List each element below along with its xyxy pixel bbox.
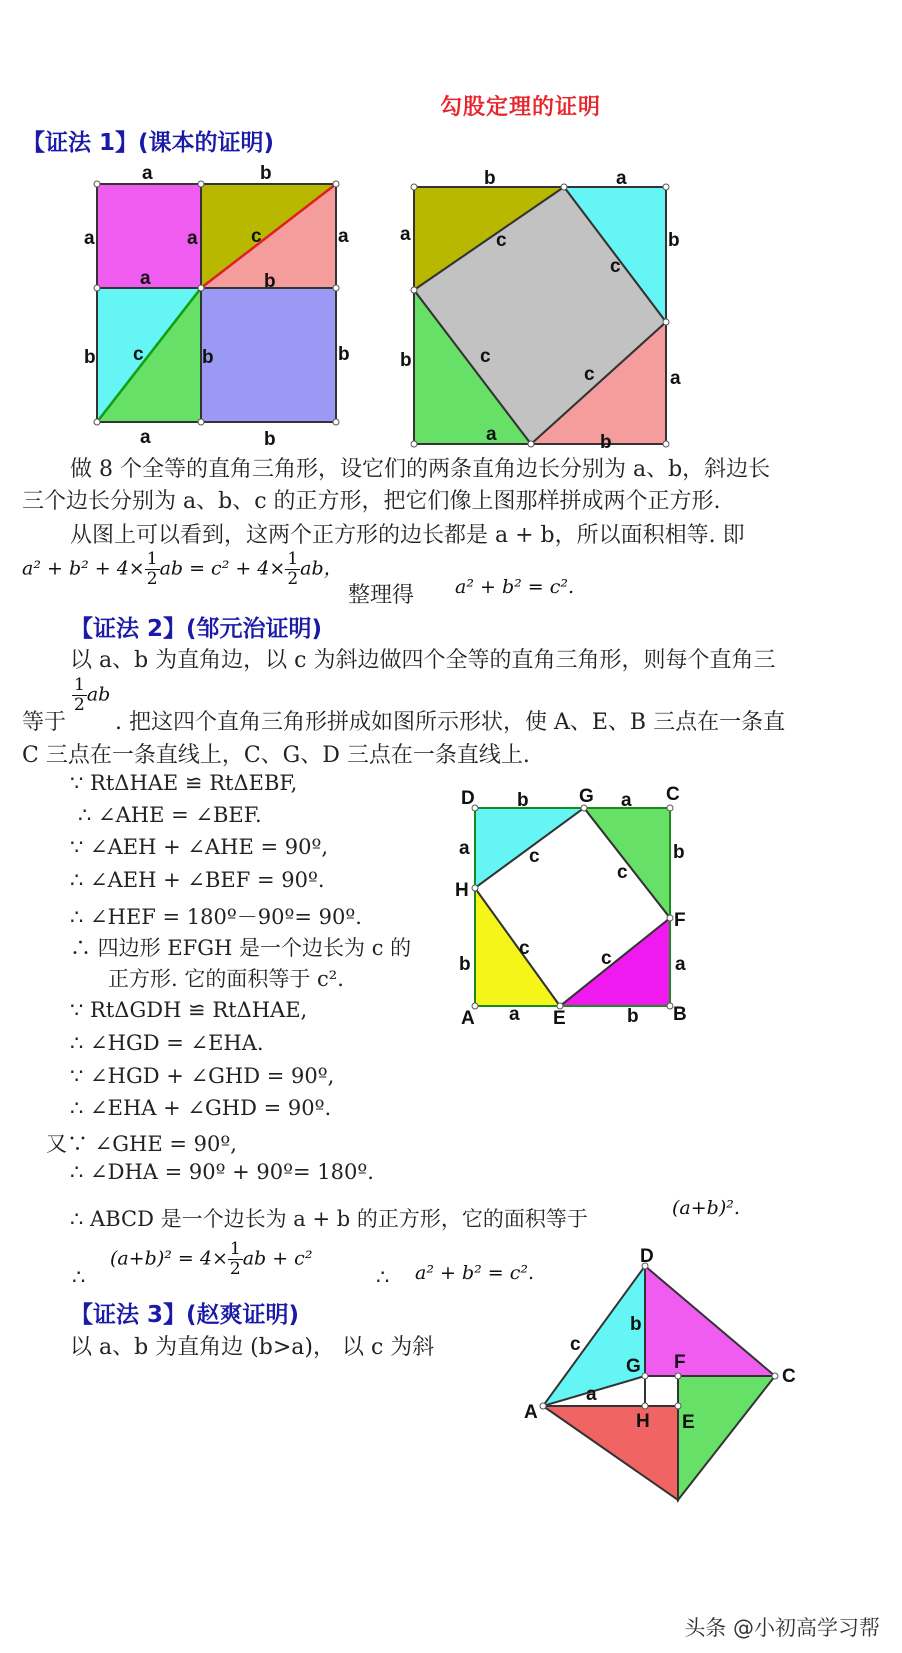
label-c: c [251,226,262,247]
label-c: c [519,938,530,959]
vertex-E: E [682,1412,695,1433]
label-b: b [260,163,272,184]
vertex-H: H [455,880,469,901]
label-a: a [616,168,627,189]
proof2-text-line2-post: . 把这四个直角三角形拼成如图所示形状，使 A、E、B 三点在一条直 [115,710,786,735]
abcd-line: ∴ ABCD 是一个边长为 a + b 的正方形，它的面积等于 [70,1207,588,1231]
proof2-figure [455,784,695,1030]
label-a: a [187,228,198,249]
proof2-step: ∴ ∠DHA = 90º + 90º= 180º. [70,1160,374,1184]
label-a: a [486,424,497,445]
proof2-step: ∴ ∠HGD = ∠EHA. [70,1031,264,1055]
label-b: b [517,790,529,811]
therefore-symbol: ∴ [376,1265,390,1289]
label-a: a [670,368,681,389]
vertex-G: G [626,1356,641,1377]
label-c: c [496,230,507,251]
label-b: b [600,432,612,453]
vertex-E: E [553,1008,566,1029]
proof2-half-ab: $\frac{1}{2}$ ab [74,675,111,715]
label-c: c [610,256,621,277]
proof2-step: ∵ RtΔHAE ≌ RtΔEBF, [70,771,298,795]
label-b: b [264,271,276,292]
proof2-step: ∴ ∠AEH + ∠BEF = 90º. [70,868,325,892]
final-equation: (a+b)² = 4× $\frac{1}{2}$ ab + c² [110,1239,313,1279]
vertex-A: A [461,1008,475,1029]
vertex-B: B [673,1004,687,1025]
label-a: a [142,163,153,184]
proof3-figure [520,1246,810,1510]
label-c: c [617,862,628,883]
label-c: c [570,1334,581,1355]
label-b: b [630,1314,642,1335]
label-b: b [668,230,680,251]
vertex-F: F [674,910,686,931]
proof1-equation [22,550,343,589]
label-b: b [84,347,96,368]
proof2-text-line3: C 三点在一条直线上，C、G、D 三点在一条直线上. [22,743,530,768]
proof2-step: ∵ ∠HGD + ∠GHD = 90º, [70,1064,335,1088]
label-b: b [484,168,496,189]
page-title: 勾股定理的证明 [440,95,602,120]
vertex-G: G [579,786,594,807]
label-b: b [459,954,471,975]
vertex-A: A [524,1402,538,1423]
arrange-text: 整理得 [348,583,415,608]
proof2-step: ∴ 四边形 EFGH 是一个边长为 c 的 [70,936,412,960]
proof2-step: ∵ ∠AEH + ∠AHE = 90º, [70,835,329,859]
label-c: c [480,346,491,367]
label-a: a [338,226,349,247]
label-c: c [133,344,144,365]
vertex-C: C [666,784,680,805]
label-b: b [400,350,412,371]
label-a: a [84,228,95,249]
label-a: a [586,1384,597,1405]
label-b: b [202,347,214,368]
fraction-half: $\frac{1}{2}$ [146,549,158,589]
label-b: b [338,344,350,365]
eq-lhs: a² + b² + 4× [22,557,145,580]
proof2-heading: 【证法 2】(邹元治证明) [70,616,323,642]
label-b: b [673,842,685,863]
label-a: a [400,224,411,245]
label-b: b [264,429,276,450]
final-result: a² + b² = c². [415,1262,535,1284]
proof1-text-line2: 三个边长分别为 a、b、c 的正方形，把它们像上图那样拼成两个正方形. [22,489,721,514]
proof2-step: ∵ RtΔGDH ≌ RtΔHAE, [70,998,308,1022]
proof1-figure-right [400,160,690,453]
vertex-D: D [461,788,475,809]
proof1-text-line3: 从图上可以看到，这两个正方形的边长都是 a + b，所以面积相等. 即 [70,523,745,548]
label-a: a [621,790,632,811]
abcd-expression: (a+b)². [672,1197,740,1219]
label-c: c [529,846,540,867]
label-a: a [140,268,151,289]
label-a: a [509,1004,520,1025]
proof1-text-line1: 做 8 个全等的直角三角形，设它们的两条直角边长分别为 a、b，斜边长 [70,457,771,482]
proof2-step: 又∵ ∠GHE = 90º, [46,1132,237,1156]
therefore-symbol: ∴ [72,1265,86,1289]
label-a: a [675,954,686,975]
proof1-result: a² + b² = c². [455,576,575,598]
vertex-F: F [674,1352,686,1373]
label-c: c [584,364,595,385]
vertex-C: C [782,1366,796,1387]
proof3-text-line1: 以 a、b 为直角边 (b>a)， 以 c 为斜 [70,1335,435,1360]
fraction-half: $\frac{1}{2}$ [287,549,299,589]
label-b: b [627,1006,639,1027]
proof1-heading: 【证法 1】(课本的证明) [22,130,275,156]
watermark: 头条 @小初高学习帮 [684,1616,880,1640]
proof3-heading: 【证法 3】(赵爽证明) [70,1302,300,1328]
vertex-D: D [640,1246,654,1267]
eq-end: ab， [300,557,343,580]
proof2-step: ∴ ∠HEF = 180º－90º= 90º. [70,905,362,929]
proof2-step: 正方形. 它的面积等于 c². [108,967,344,991]
proof2-step: ∴ ∠AHE = ∠BEF. [78,803,262,827]
proof2-step: ∴ ∠EHA + ∠GHD = 90º. [70,1096,332,1120]
proof2-text-line2-pre: 等于 [22,710,67,735]
label-a: a [140,427,151,448]
label-c: c [601,948,612,969]
vertex-H: H [636,1411,650,1432]
proof2-text-line1: 以 a、b 为直角边，以 c 为斜边做四个全等的直角三角形，则每个直角三 [70,648,776,673]
proof1-figure-left [80,160,370,450]
eq-mid: ab = c² + 4× [159,557,286,580]
label-a: a [459,838,470,859]
